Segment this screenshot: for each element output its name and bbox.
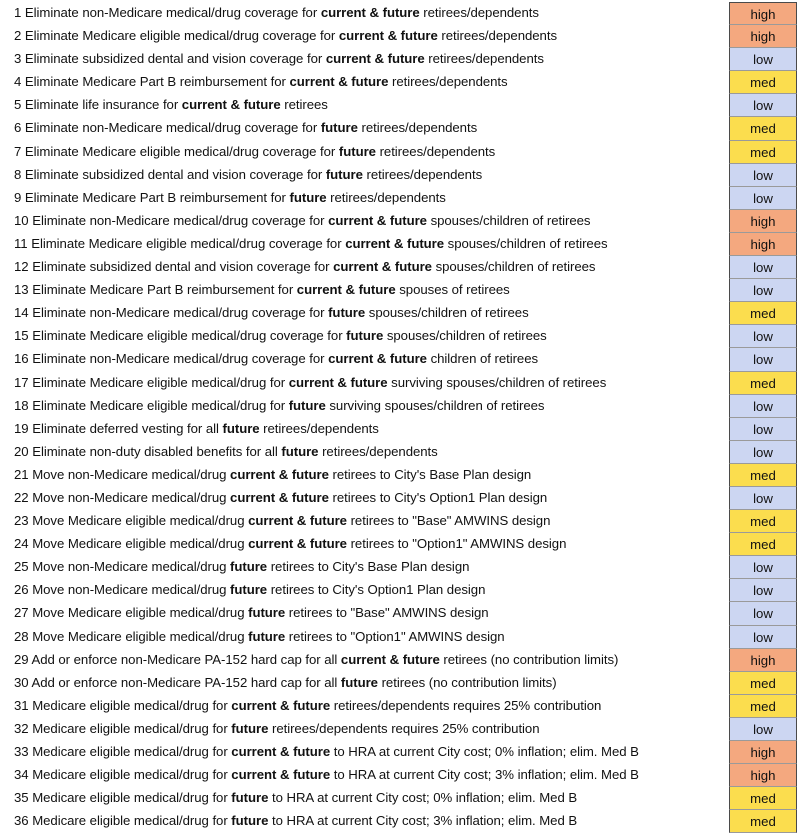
item-text: retirees to City's Base Plan design xyxy=(267,559,470,575)
item-text: Eliminate life insurance for xyxy=(24,97,182,113)
rating-cell: med xyxy=(729,672,797,695)
item-text: spouses/children of retirees xyxy=(426,212,591,228)
list-item xyxy=(0,441,800,464)
item-text: Medicare eligible medical/drug for xyxy=(32,790,232,806)
item-description xyxy=(14,813,577,828)
rating-cell: med xyxy=(729,141,797,164)
list-item xyxy=(0,256,800,279)
item-text: Eliminate non-Medicare medical/drug coverage for xyxy=(24,120,321,136)
rating-cell: med xyxy=(729,533,797,556)
item-text: Medicare eligible medical/drug for xyxy=(32,744,232,759)
item-emphasis: current & future xyxy=(296,282,396,298)
list-item xyxy=(0,487,800,510)
list-item xyxy=(0,395,800,418)
item-description xyxy=(14,490,547,505)
item-emphasis: future xyxy=(230,559,268,575)
rating-cell: high xyxy=(729,2,797,25)
item-emphasis: future xyxy=(346,328,384,344)
item-text: Medicare eligible medical/drug for xyxy=(32,767,232,783)
item-number: 9 xyxy=(14,189,22,205)
rating-cell: low xyxy=(729,418,797,441)
list-item xyxy=(0,94,800,117)
item-emphasis: current & future xyxy=(231,697,331,713)
item-emphasis: future xyxy=(231,813,269,829)
item-emphasis: current & future xyxy=(345,235,445,251)
item-description xyxy=(14,605,489,620)
item-emphasis: current & future xyxy=(248,513,347,529)
item-number: 30 xyxy=(14,674,29,690)
rating-cell: low xyxy=(729,718,797,741)
item-number: 28 xyxy=(14,628,29,644)
item-emphasis: current & future xyxy=(230,489,329,505)
item-description xyxy=(14,28,557,43)
list-item xyxy=(0,48,800,71)
rating-cell: high xyxy=(729,649,797,672)
item-text: Eliminate Medicare eligible medical/drug coverage for xyxy=(24,28,339,44)
item-text: surviving spouses/children of retirees xyxy=(325,397,545,413)
list-item xyxy=(0,718,800,741)
item-text: retirees/dependents xyxy=(388,74,508,90)
item-number: 8 xyxy=(14,166,22,182)
item-text: Move non-Medicare medical/drug xyxy=(32,559,231,575)
item-text: retirees to "Base" AMWINS design xyxy=(346,513,551,529)
item-text: to HRA at current City cost; 3% inflation; elim. Med B xyxy=(268,813,578,829)
rating-cell: high xyxy=(729,764,797,787)
item-emphasis: future xyxy=(222,420,260,436)
rating-cell: med xyxy=(729,117,797,140)
item-text: to HRA at current City cost; 3% inflation; elim. Med B xyxy=(330,767,639,783)
item-text: Medicare eligible medical/drug for xyxy=(32,697,232,713)
item-text: Eliminate Medicare eligible medical/drug for xyxy=(32,397,289,413)
item-text: Eliminate Medicare eligible medical/drug coverage for xyxy=(24,143,339,159)
rating-cell: med xyxy=(729,302,797,325)
item-text: retirees to "Option1" AMWINS design xyxy=(346,536,567,552)
item-description xyxy=(14,582,485,597)
item-number: 29 xyxy=(14,651,29,667)
list-item xyxy=(0,787,800,810)
item-text: surviving spouses/children of retirees xyxy=(387,374,607,390)
item-text: Move non-Medicare medical/drug xyxy=(32,489,231,505)
item-emphasis: current & future xyxy=(181,97,281,113)
rating-cell: med xyxy=(729,464,797,487)
rating-cell: med xyxy=(729,787,797,810)
rating-cell: med xyxy=(729,510,797,533)
item-text: retirees to City's Option1 Plan design xyxy=(267,582,486,598)
list-item xyxy=(0,556,800,579)
item-number: 6 xyxy=(14,120,22,136)
list-item xyxy=(0,210,800,233)
rating-cell: med xyxy=(729,372,797,395)
item-description xyxy=(14,721,540,736)
rating-cell: low xyxy=(729,626,797,649)
item-number: 22 xyxy=(14,489,29,505)
item-description xyxy=(14,120,477,135)
item-text: retirees to "Option1" AMWINS design xyxy=(285,628,505,644)
item-emphasis: current & future xyxy=(230,466,329,482)
item-number: 32 xyxy=(14,720,29,736)
rating-cell: low xyxy=(729,94,797,117)
list-item xyxy=(0,372,800,395)
item-text: retirees/dependents xyxy=(375,143,496,159)
item-description xyxy=(14,444,438,459)
rating-cell: low xyxy=(729,325,797,348)
list-item xyxy=(0,533,800,556)
item-number: 5 xyxy=(14,97,22,113)
item-text: retirees/dependents requires 25% contribution xyxy=(330,697,602,713)
item-text: Eliminate subsidized dental and vision coverage for xyxy=(32,259,334,275)
list-item xyxy=(0,764,800,787)
item-emphasis: current & future xyxy=(338,28,438,44)
list-item xyxy=(0,510,800,533)
item-text: retirees/dependents xyxy=(362,166,483,182)
rating-cell: low xyxy=(729,48,797,71)
list-item xyxy=(0,279,800,302)
item-number: 18 xyxy=(14,397,29,413)
item-text: retirees (no contribution limits) xyxy=(439,651,619,667)
item-text: spouses/children of retirees xyxy=(383,328,547,344)
item-text: Move Medicare eligible medical/drug xyxy=(32,513,249,529)
item-number: 31 xyxy=(14,697,29,713)
item-text: Move Medicare eligible medical/drug xyxy=(32,536,249,552)
item-description xyxy=(14,167,482,182)
item-number: 4 xyxy=(14,74,22,90)
item-text: retirees to City's Option1 Plan design xyxy=(328,489,548,505)
item-number: 15 xyxy=(14,328,29,344)
item-description xyxy=(14,236,608,251)
item-text: retirees/dependents xyxy=(326,189,446,205)
item-text: Eliminate subsidized dental and vision coverage for xyxy=(24,166,326,182)
list-item xyxy=(0,348,800,371)
item-emphasis: future xyxy=(248,628,286,644)
item-text: Eliminate Medicare eligible medical/drug coverage for xyxy=(32,328,347,344)
item-emphasis: future xyxy=(340,674,378,690)
item-emphasis: future xyxy=(289,189,327,205)
list-item xyxy=(0,626,800,649)
rating-cell: high xyxy=(729,25,797,48)
item-text: Eliminate Medicare Part B reimbursement for xyxy=(24,74,290,90)
item-description xyxy=(14,282,510,297)
item-description xyxy=(14,536,566,551)
item-emphasis: current & future xyxy=(231,744,331,759)
item-number: 7 xyxy=(14,143,22,159)
item-text: retirees to "Base" AMWINS design xyxy=(285,605,489,621)
item-number: 2 xyxy=(14,28,22,44)
item-text: to HRA at current City cost; 0% inflation; elim. Med B xyxy=(268,790,578,806)
item-emphasis: current & future xyxy=(320,5,420,20)
item-emphasis: future xyxy=(230,582,268,598)
item-number: 36 xyxy=(14,813,29,829)
item-text: retirees/dependents xyxy=(357,120,478,136)
item-text: Move Medicare eligible medical/drug xyxy=(32,605,249,621)
rating-cell: low xyxy=(729,441,797,464)
item-number: 12 xyxy=(14,259,29,275)
list-item xyxy=(0,2,800,25)
item-description xyxy=(14,421,379,436)
item-description xyxy=(14,213,590,228)
item-number: 20 xyxy=(14,443,29,459)
item-number: 13 xyxy=(14,282,29,298)
list-item xyxy=(0,672,800,695)
item-description xyxy=(14,675,557,690)
item-text: retirees/dependents xyxy=(424,51,544,67)
item-text: Add or enforce non-Medicare PA-152 hard cap for all xyxy=(31,674,341,690)
item-emphasis: current & future xyxy=(289,74,389,90)
item-description xyxy=(14,5,539,20)
rating-cell: low xyxy=(729,187,797,210)
item-text: Eliminate non-Medicare medical/drug coverage for xyxy=(32,351,329,367)
rating-cell: high xyxy=(729,233,797,256)
item-number: 34 xyxy=(14,767,29,783)
item-number: 35 xyxy=(14,790,29,806)
list-item xyxy=(0,695,800,718)
item-number: 25 xyxy=(14,559,29,575)
item-description xyxy=(14,629,505,644)
item-text: spouses/children of retirees xyxy=(431,259,596,275)
list-item xyxy=(0,117,800,140)
item-emphasis: future xyxy=(338,143,376,159)
item-number: 3 xyxy=(14,51,22,67)
item-description xyxy=(14,97,328,112)
item-emphasis: current & future xyxy=(333,259,432,275)
list-item xyxy=(0,187,800,210)
list-item xyxy=(0,325,800,348)
item-emphasis: current & future xyxy=(340,651,440,667)
item-text: Eliminate non-duty disabled benefits for all xyxy=(32,443,282,459)
item-text: Eliminate Medicare eligible medical/drug coverage for xyxy=(31,235,346,251)
item-emphasis: current & future xyxy=(325,51,425,67)
rating-cell: low xyxy=(729,579,797,602)
rating-cell: low xyxy=(729,256,797,279)
item-text: retirees/dependents xyxy=(419,5,539,20)
list-item xyxy=(0,164,800,187)
list-item xyxy=(0,141,800,164)
rating-cell: med xyxy=(729,810,797,833)
item-text: Medicare eligible medical/drug for xyxy=(32,720,232,736)
item-text: Eliminate non-Medicare medical/drug coverage for xyxy=(32,305,329,321)
item-emphasis: current & future xyxy=(328,212,427,228)
item-number: 27 xyxy=(14,605,29,621)
rating-cell: low xyxy=(729,164,797,187)
list-item xyxy=(0,741,800,764)
item-text: Eliminate non-Medicare medical/drug coverage for xyxy=(32,212,329,228)
item-description xyxy=(14,398,544,413)
item-description xyxy=(14,144,495,159)
item-text: retirees/dependents xyxy=(437,28,557,44)
item-description xyxy=(14,790,577,805)
item-emphasis: future xyxy=(248,605,286,621)
item-text: Move Medicare eligible medical/drug xyxy=(32,628,249,644)
item-text: children of retirees xyxy=(426,351,539,367)
item-text: retirees (no contribution limits) xyxy=(377,674,557,690)
item-text: Eliminate Medicare eligible medical/drug for xyxy=(32,374,289,390)
item-description xyxy=(14,259,595,274)
item-text: retirees xyxy=(280,97,328,113)
list-item xyxy=(0,602,800,625)
item-emphasis: future xyxy=(328,305,366,321)
item-description xyxy=(14,190,446,205)
list-item xyxy=(0,418,800,441)
rating-cell: low xyxy=(729,395,797,418)
item-number: 14 xyxy=(14,305,29,321)
list-item xyxy=(0,71,800,94)
item-text: Medicare eligible medical/drug for xyxy=(32,813,232,829)
item-description xyxy=(14,51,544,66)
item-emphasis: future xyxy=(281,443,319,459)
list-item xyxy=(0,464,800,487)
item-emphasis: future xyxy=(320,120,358,136)
item-emphasis: future xyxy=(231,790,269,806)
item-number: 17 xyxy=(14,374,29,390)
item-emphasis: future xyxy=(231,720,269,736)
item-description xyxy=(14,351,538,366)
rating-cell: high xyxy=(729,741,797,764)
item-number: 16 xyxy=(14,351,29,367)
item-text: spouses/children of retirees xyxy=(365,305,529,321)
item-description xyxy=(14,74,508,89)
rating-cell: low xyxy=(729,348,797,371)
item-text: Move non-Medicare medical/drug xyxy=(32,582,231,598)
item-text: retirees/dependents xyxy=(259,420,379,436)
item-text: spouses/children of retirees xyxy=(444,235,608,251)
list-item xyxy=(0,579,800,602)
item-text: Eliminate Medicare Part B reimbursement for xyxy=(24,189,290,205)
item-text: spouses of retirees xyxy=(395,282,510,298)
list-item xyxy=(0,233,800,256)
item-text: Eliminate deferred vesting for all xyxy=(32,420,223,436)
list-item xyxy=(0,649,800,672)
item-description xyxy=(14,767,639,782)
item-text: Move non-Medicare medical/drug xyxy=(32,466,231,482)
item-number: 24 xyxy=(14,536,29,552)
rating-cell: low xyxy=(729,279,797,302)
item-description xyxy=(14,467,531,482)
item-number: 23 xyxy=(14,513,29,529)
item-emphasis: future xyxy=(325,166,363,182)
rating-cell: low xyxy=(729,602,797,625)
item-text: Eliminate subsidized dental and vision coverage for xyxy=(24,51,326,67)
item-text: Eliminate Medicare Part B reimbursement for xyxy=(32,282,297,298)
option-list xyxy=(0,2,800,833)
item-number: 11 xyxy=(14,235,28,251)
list-item xyxy=(0,810,800,833)
item-emphasis: future xyxy=(288,397,326,413)
item-description xyxy=(14,375,606,390)
item-number: 1 xyxy=(14,5,22,20)
list-item xyxy=(0,25,800,48)
item-description xyxy=(14,744,639,759)
item-text: Add or enforce non-Medicare PA-152 hard cap for all xyxy=(31,651,341,667)
item-emphasis: current & future xyxy=(288,374,388,390)
item-text: retirees to City's Base Plan design xyxy=(328,466,532,482)
rating-cell: med xyxy=(729,695,797,718)
item-text: Eliminate non-Medicare medical/drug coverage for xyxy=(24,5,321,20)
item-description xyxy=(14,305,529,320)
item-emphasis: current & future xyxy=(248,536,347,552)
rating-cell: high xyxy=(729,210,797,233)
item-description xyxy=(14,559,469,574)
item-description xyxy=(14,698,601,713)
item-number: 10 xyxy=(14,212,29,228)
item-emphasis: current & future xyxy=(328,351,427,367)
rating-cell: low xyxy=(729,487,797,510)
item-description xyxy=(14,652,618,667)
rating-cell: low xyxy=(729,556,797,579)
list-item xyxy=(0,302,800,325)
item-emphasis: current & future xyxy=(231,767,331,783)
item-description xyxy=(14,328,547,343)
item-number: 21 xyxy=(14,466,29,482)
rating-cell: med xyxy=(729,71,797,94)
item-description xyxy=(14,513,550,528)
item-number: 33 xyxy=(14,744,29,759)
item-number: 26 xyxy=(14,582,29,598)
item-text: retirees/dependents xyxy=(318,443,438,459)
item-text: to HRA at current City cost; 0% inflation; elim. Med B xyxy=(330,744,639,759)
item-number: 19 xyxy=(14,420,29,436)
item-text: retirees/dependents requires 25% contribution xyxy=(268,720,540,736)
